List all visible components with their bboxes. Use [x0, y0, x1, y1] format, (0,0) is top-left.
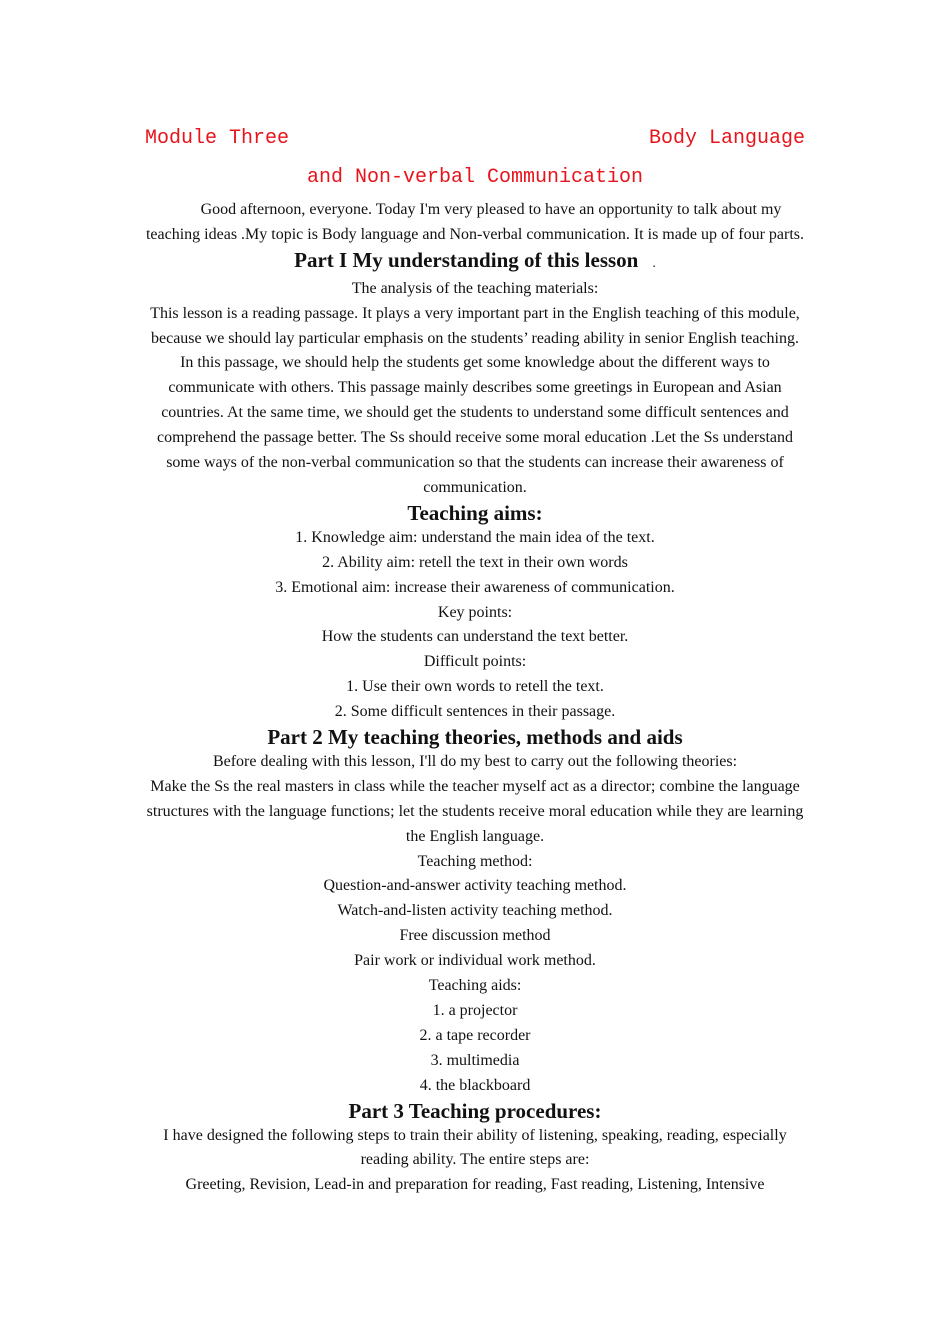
key-points-label: Key points: [437, 603, 513, 621]
title-row [145, 122, 805, 156]
part1-heading [145, 248, 805, 277]
method-item: Free discussion method [399, 927, 551, 945]
part2-intro: Before dealing with this lesson, I'll do my best to carry out the following theories: [212, 752, 738, 770]
aim-item: 3. Emotional aim: increase their awareness of communication. [275, 578, 675, 596]
title-left: Module Three [145, 127, 290, 150]
difficult-item: 2. Some difficult sentences in their passage. [334, 703, 616, 721]
title-line-2: and Non-verbal Communication [306, 166, 644, 189]
part1-heading-mark: . [652, 255, 656, 271]
theory-paragraph: Make the Ss the real masters in class while the teacher myself act as a director; combine the language structures with the language functions; let the students receive moral education while they are learning the English language. [146, 777, 804, 845]
method-item: Watch-and-listen activity teaching method. [337, 902, 613, 920]
aims-heading: Teaching aims: [407, 500, 543, 525]
part3-heading: Part 3 Teaching procedures: [348, 1098, 602, 1123]
analysis-label: The analysis of the teaching materials: [351, 279, 599, 297]
difficult-points-label: Difficult points: [423, 653, 527, 671]
difficult-item: 1. Use their own words to retell the text. [346, 678, 604, 696]
aids-label: Teaching aids: [428, 977, 522, 995]
aid-item: 3. multimedia [430, 1051, 520, 1069]
method-label: Teaching method: [417, 852, 533, 870]
method-item: Pair work or individual work method. [354, 952, 596, 970]
aim-item: 1. Knowledge aim: understand the main idea of the text. [295, 528, 655, 546]
key-points-text: How the students can understand the text better. [321, 628, 629, 646]
part2-heading: Part 2 My teaching theories, methods and aids [267, 725, 683, 750]
document-page [145, 120, 805, 1198]
part3-paragraph: I have designed the following steps to train their ability of listening, speaking, reading, especially reading ability. The entire steps are: [163, 1126, 787, 1169]
aid-item: 2. a tape recorder [419, 1026, 531, 1044]
aid-item: 4. the blackboard [419, 1076, 531, 1094]
aim-item: 2. Ability aim: retell the text in their own words [322, 553, 628, 571]
title-right: Body Language [648, 127, 805, 150]
intro-paragraph: Good afternoon, everyone. Today I'm very pleased to have an opportunity to talk about my teaching ideas .My topic is Body language and Non-verbal communication. It is made up of four parts. [145, 201, 805, 243]
steps-line: Greeting, Revision, Lead-in and preparation for reading, Fast reading, Listening, Intensive [185, 1176, 765, 1194]
aid-item: 1. a projector [432, 1002, 518, 1019]
method-item: Question-and-answer activity teaching method. [323, 877, 627, 895]
analysis-paragraph: This lesson is a reading passage. It plays a very important part in the English teaching of this module, because we should lay particular emphasis on the students’ reading ability in senior English teaching. In this passage, we should help the students get some knowledge about the different ways to communicate with others. This passage mainly describes some greetings in European and Asian countries. At the same time, we should get the students to understand some difficult sentences and comprehend the passage better. The Ss should receive some moral education .Let the Ss understand some ways of the non-verbal communication so that the students can increase their awareness of communication. [150, 304, 800, 496]
part1-heading-text: Part I My understanding of this lesson [294, 247, 639, 272]
